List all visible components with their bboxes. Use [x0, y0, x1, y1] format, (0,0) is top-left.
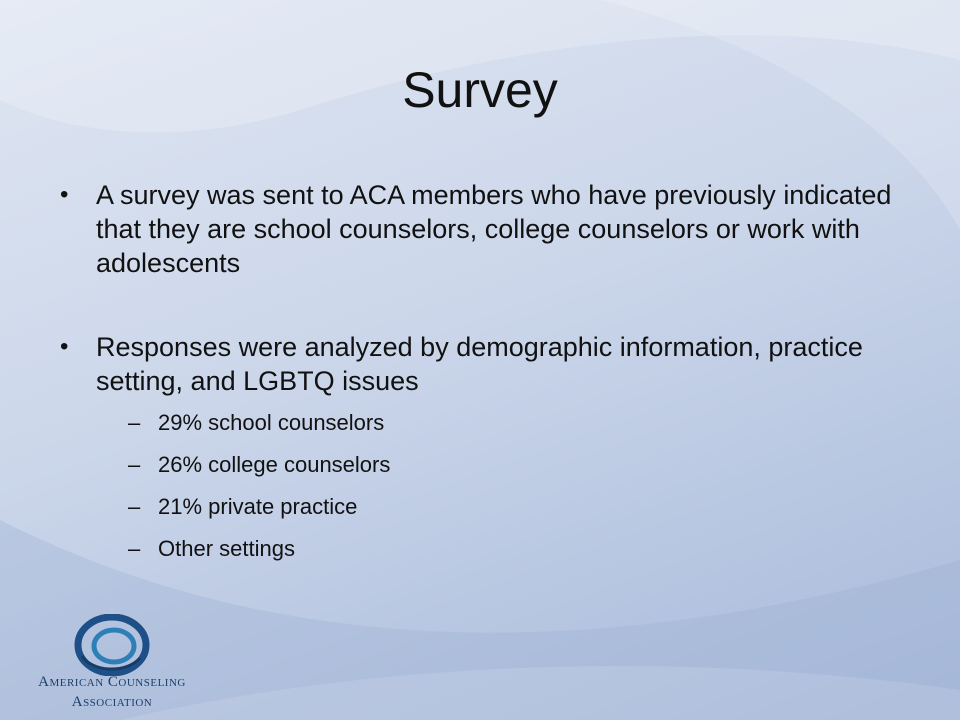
bullet-glyph: •: [60, 181, 69, 208]
sub-text: 29% school counselors: [158, 410, 385, 435]
slide-content: [58, 178, 918, 578]
bullet-item: [58, 178, 918, 280]
sub-text: 26% college counselors: [158, 452, 391, 477]
sub-glyph: –: [128, 536, 141, 561]
logo-text-line2: Association: [71, 694, 153, 710]
sub-glyph: –: [128, 410, 141, 435]
bullet-glyph: •: [60, 333, 69, 360]
sub-text: 21% private practice: [158, 494, 358, 519]
sub-item: [128, 536, 918, 562]
aca-ring-icon: [74, 614, 150, 676]
slide-title: Survey: [402, 62, 558, 118]
sub-item: [128, 452, 918, 478]
aca-logo: [22, 614, 202, 714]
sub-item: [128, 410, 918, 436]
sub-list: [58, 410, 918, 562]
bullet-text: A survey was sent to ACA members who have previously indicated that they are school counselors, college counselors or work with adolescents: [96, 180, 892, 278]
sub-glyph: –: [128, 452, 141, 477]
bullet-item: [58, 330, 918, 398]
bullet-text: Responses were analyzed by demographic information, practice setting, and LGBTQ issues: [96, 332, 863, 396]
sub-glyph: –: [128, 494, 141, 519]
sub-item: [128, 494, 918, 520]
logo-text-line1: American Counseling: [38, 674, 186, 690]
sub-text: Other settings: [158, 536, 295, 561]
